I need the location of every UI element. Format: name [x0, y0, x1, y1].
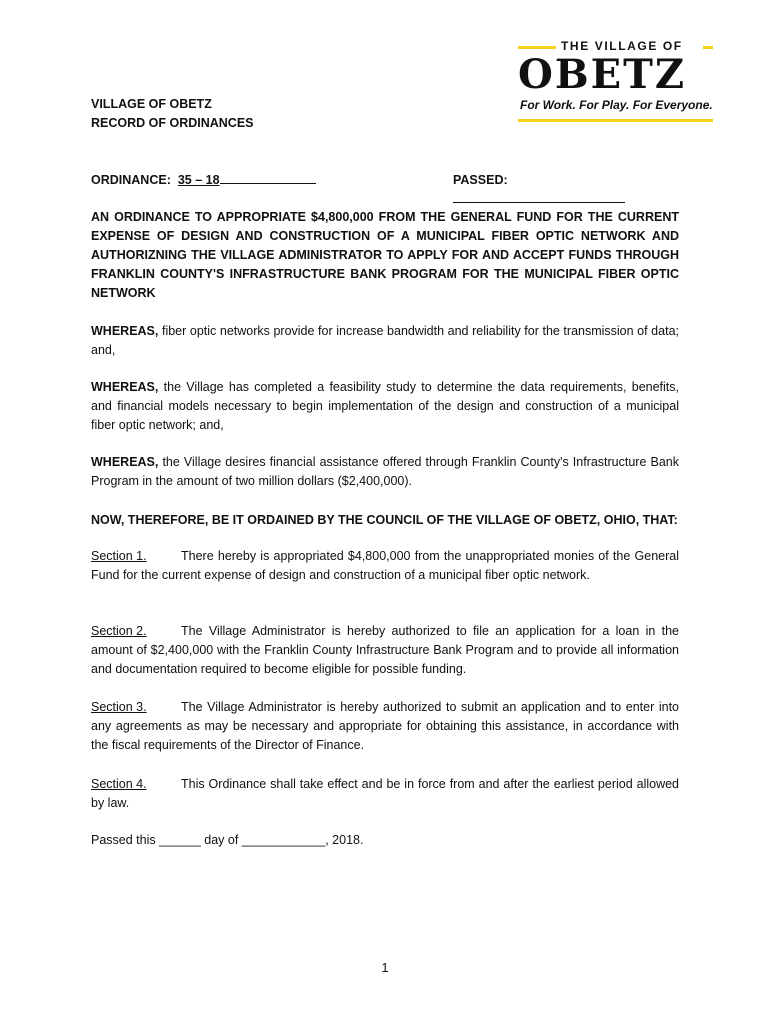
section-label: Section 3.	[91, 700, 147, 714]
section-label: Section 4.	[91, 777, 147, 791]
record-header	[91, 95, 679, 133]
section-text: The Village Administrator is hereby authorized to file an application for a loan in the amount of $2,400,000 with the Franklin County Infrastructure Bank Program and to provide all information and documentation required to become eligible for possible funding.	[91, 624, 679, 676]
logo-accent-bar	[703, 46, 713, 49]
section-paragraph	[91, 698, 679, 755]
ordinance-title: AN ORDINANCE TO APPROPRIATE $4,800,000 FROM THE GENERAL FUND FOR THE CURRENT EXPENSE OF DESIGN AND CONSTRUCTION OF A MUNICIPAL FIBER OPTIC NETWORK AND AUTHORIZNING THE VILLAGE ADMINISTRATOR TO APPLY FOR AND ACCEPT FUNDS THROUGH FRANKLIN COUNTY'S INFRASTRUCTURE BANK PROGRAM FOR THE MUNICIPAL FIBER OPTIC NETWORK	[91, 210, 679, 300]
whereas-text: fiber optic networks provide for increase bandwidth and reliability for the transmission of data; and,	[91, 324, 679, 357]
page-number: 1	[381, 960, 389, 975]
ordinance-label: ORDINANCE:	[91, 173, 171, 187]
section-text: This Ordinance shall take effect and be in force from and after the earliest period allowed by law.	[91, 777, 679, 810]
logo-top-text: THE VILLAGE OF	[561, 39, 683, 53]
logo-accent-bar	[518, 46, 556, 49]
whereas-lead: WHEREAS,	[91, 380, 159, 394]
whereas-paragraph	[91, 322, 679, 360]
section-paragraph	[91, 775, 679, 813]
passed-blank	[453, 190, 625, 203]
section-paragraph	[91, 547, 679, 585]
section-text: The Village Administrator is hereby authorized to submit an application and to enter into any agreements as may be necessary and appropriate for obtaining this assistance, in accordance with the fiscal requirements of the Director of Finance.	[91, 700, 679, 752]
section-label: Section 1.	[91, 549, 147, 563]
ordinance-blank	[220, 171, 316, 184]
section-label: Section 2.	[91, 624, 147, 638]
whereas-text: the Village has completed a feasibility study to determine the data requirements, benefits, and financial models necessary to begin implementation of the design and construction of a municipal fiber optic network; and,	[91, 380, 679, 432]
now-therefore-clause: NOW, THEREFORE, BE IT ORDAINED BY THE COUNCIL OF THE VILLAGE OF OBETZ, OHIO, THAT:	[91, 513, 678, 527]
logo-tagline: For Work. For Play. For Everyone.	[520, 98, 713, 112]
section-paragraph	[91, 622, 679, 679]
whereas-paragraph	[91, 378, 679, 435]
whereas-text: the Village desires financial assistance offered through Franklin County's Infrastructure Bank Program in the amount of two million dollars ($2,400,000).	[91, 455, 679, 488]
header-line-2: RECORD OF ORDINANCES	[91, 116, 254, 130]
logo-name: OBETZ	[518, 51, 687, 98]
section-text: There hereby is appropriated $4,800,000 from the unappropriated monies of the General Fund for the current expense of design and construction of a municipal fiber optic network.	[91, 549, 679, 582]
whereas-lead: WHEREAS,	[91, 324, 159, 338]
whereas-lead: WHEREAS,	[91, 455, 159, 469]
whereas-paragraph	[91, 453, 679, 491]
passed-field	[453, 171, 679, 209]
ordinance-line	[91, 171, 679, 190]
header-line-1: VILLAGE OF OBETZ	[91, 97, 212, 111]
ordinance-number: 35 – 18	[177, 173, 220, 187]
passed-this-line: Passed this ______ day of ____________, 2018.	[91, 833, 364, 847]
passed-label: PASSED:	[453, 173, 508, 187]
